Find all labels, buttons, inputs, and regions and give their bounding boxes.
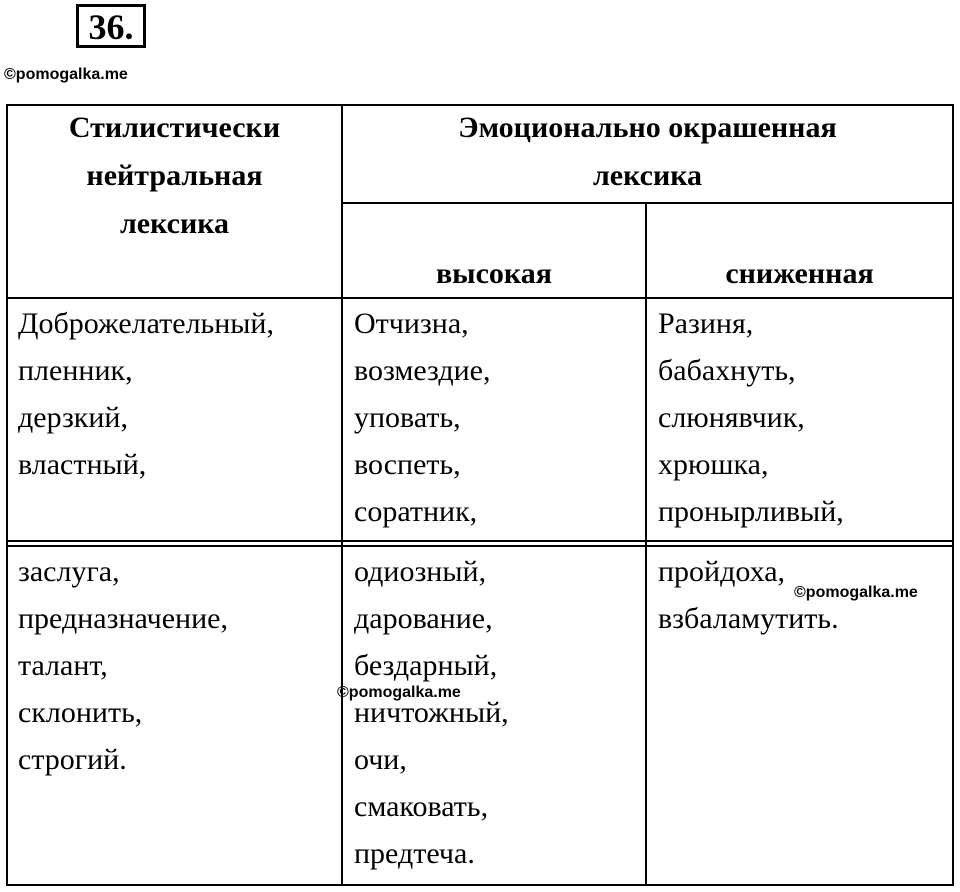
word: ничтожный, (354, 696, 509, 729)
row-divider-upper (6, 540, 954, 542)
header-line: Эмоционально окрашенная (458, 111, 837, 144)
word: бабахнуть, (658, 354, 796, 387)
watermark: ©pomogalka.me (337, 684, 461, 701)
word: пройдоха, (658, 555, 786, 588)
row2-neutral-cell (18, 548, 228, 783)
word: хрюшка, (658, 448, 769, 481)
word: талант, (18, 649, 108, 682)
header-line: лексика (119, 207, 230, 240)
word: воспеть, (354, 448, 461, 481)
exercise-number: 36. (76, 4, 146, 48)
word: бездарный, (354, 649, 498, 682)
word: пленник, (18, 354, 133, 387)
header-line: лексика (592, 159, 703, 192)
header-emotional-vocabulary (343, 104, 952, 200)
word: строгий. (18, 743, 127, 776)
word: дерзкий, (18, 401, 128, 434)
word: очи, (354, 743, 407, 776)
header-high: высокая (435, 257, 552, 290)
word: уповать, (354, 401, 461, 434)
word: смаковать, (354, 790, 489, 823)
word: взбаламутить. (658, 602, 839, 635)
word: предтеча. (354, 837, 475, 870)
row-divider-lower (6, 545, 954, 547)
header-neutral-vocabulary (8, 104, 341, 248)
word: слюнявчик, (658, 401, 805, 434)
watermark: ©pomogalka.me (4, 66, 128, 83)
word: соратник, (354, 495, 478, 528)
word: предназначение, (18, 602, 228, 635)
header-group-divider (342, 202, 954, 204)
word: Разиня, (658, 307, 754, 340)
row1-low-cell (658, 300, 844, 535)
table-border-bottom (6, 884, 954, 886)
header-line: Стилистически (68, 111, 281, 144)
word: возмездие, (354, 354, 491, 387)
watermark: ©pomogalka.me (794, 584, 918, 601)
word: Отчизна, (354, 307, 469, 340)
column-divider-2 (645, 202, 647, 886)
table-border-right (952, 104, 954, 886)
row2-high-cell (354, 548, 509, 877)
column-divider-1 (341, 104, 343, 886)
header-low: сниженная (725, 257, 874, 290)
word: Доброжелательный, (18, 307, 274, 340)
word: склонить, (18, 696, 143, 729)
word: одиозный, (354, 555, 487, 588)
row1-high-cell (354, 300, 491, 535)
word: заслуга, (18, 555, 120, 588)
word: пронырливый, (658, 495, 844, 528)
word: властный, (18, 448, 147, 481)
header-line: нейтральная (86, 159, 263, 192)
row1-neutral-cell (18, 300, 274, 488)
word: дарование, (354, 602, 493, 635)
